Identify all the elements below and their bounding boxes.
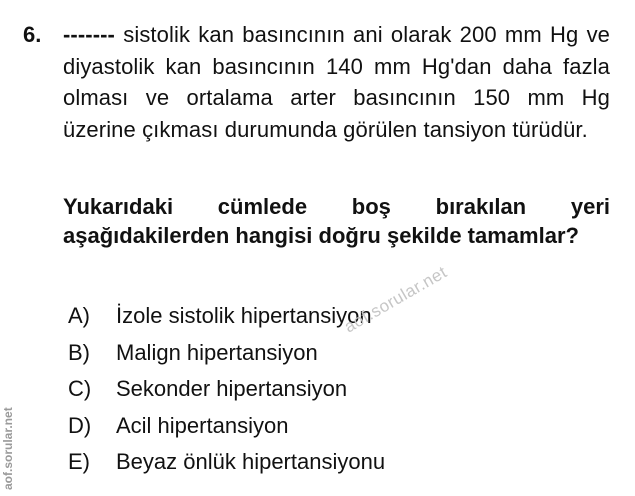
option-text: Acil hipertansiyon	[116, 412, 289, 438]
question-number: 6.	[23, 22, 42, 47]
question-stem	[63, 19, 610, 145]
option-text: Sekonder hipertansiyon	[116, 376, 348, 401]
diagonal-watermark: aof.sorular.net	[341, 262, 451, 337]
option-d[interactable]	[68, 410, 385, 447]
option-e[interactable]	[68, 446, 385, 483]
option-letter: E)	[68, 449, 90, 474]
answer-options	[68, 300, 385, 483]
option-text: Malign hipertansiyon	[116, 339, 318, 365]
option-letter: A)	[68, 303, 90, 328]
option-text: İzole sistolik hipertansiyon	[116, 303, 372, 328]
option-text: Beyaz önlük hipertansiyonu	[116, 449, 386, 474]
side-watermark: aof.sorular.net	[1, 407, 15, 490]
question-prompt: Yukarıdaki cümlede boş bırakılan yeri aşağıdakilerden hangisi doğru şekilde tamamlar?	[63, 194, 610, 248]
fill-blank: -------	[63, 22, 115, 47]
stem-text: sistolik kan basıncının ani olarak 200 mm Hg ve diyastolik kan basıncının 140 mm Hg'dan daha fazla olması ve ortalama arter basıncının 150 mm Hg üzerine çıkması durumunda görülen tansiyon türüdür.	[63, 22, 611, 142]
option-b[interactable]	[68, 337, 385, 374]
option-letter: C)	[68, 376, 92, 401]
option-a[interactable]	[68, 300, 385, 337]
option-c[interactable]	[68, 373, 385, 410]
option-letter: B)	[68, 339, 90, 365]
option-letter: D)	[68, 412, 92, 438]
